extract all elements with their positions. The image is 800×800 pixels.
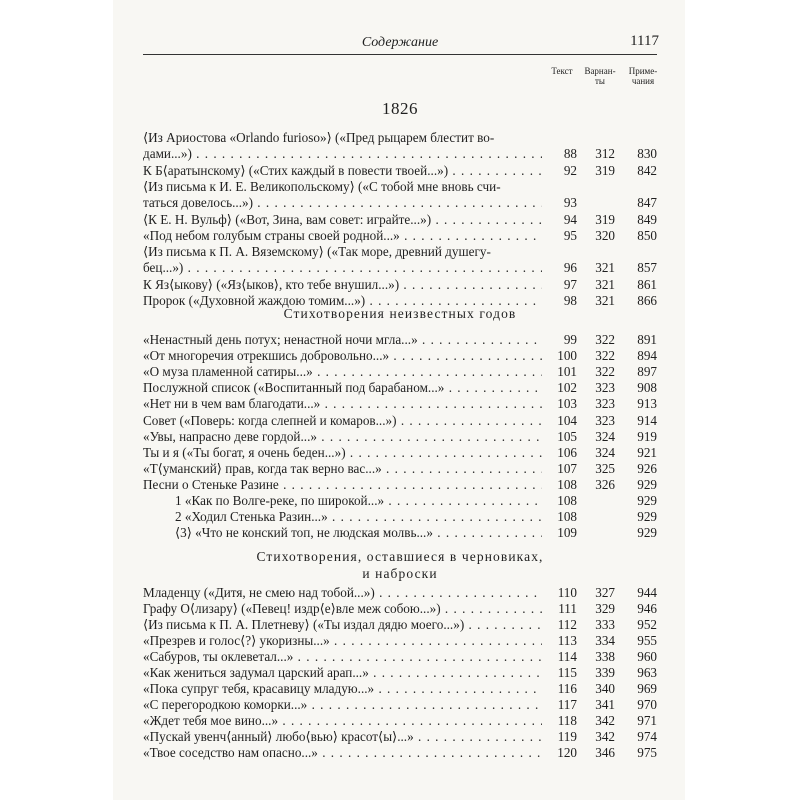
toc-page-variants: 319 <box>595 211 615 227</box>
toc-page-notes: 971 <box>637 713 657 728</box>
toc-entry-title: «Как жениться задумал царский арап...» . . . <box>143 665 542 681</box>
toc-page-variants: 323 <box>595 412 615 428</box>
toc-page-variants: 342 <box>595 713 615 728</box>
toc-page-notes: 861 <box>637 276 657 292</box>
toc-page-text: 119 <box>557 729 577 744</box>
toc-page-variants: 322 <box>595 332 615 347</box>
toc-page-variants: 320 <box>595 227 615 243</box>
toc-page-notes: 970 <box>637 697 657 712</box>
toc-page-text: 107 <box>557 460 577 476</box>
toc-page-notes: 842 <box>637 162 657 178</box>
toc-page-variants: 340 <box>595 681 615 696</box>
toc-page-notes: 908 <box>637 380 657 396</box>
toc-page-text: 102 <box>557 380 577 396</box>
toc-page-text: 110 <box>557 585 577 600</box>
toc-page-variants: 321 <box>595 276 615 292</box>
toc-entry-title: «Под небом голубым страны своей родной...» . . . <box>143 228 542 244</box>
toc-page-text: 120 <box>557 745 577 760</box>
toc-page-text: 95 <box>563 227 577 243</box>
toc-entry-title: таться довелось...») . . . <box>143 195 542 211</box>
toc-page-notes: 929 <box>637 476 657 492</box>
toc-entry-title: К Б⟨аратынскому⟩ («Стих каждый в повести твоей...») . . . <box>143 163 542 179</box>
toc-entry-title: ⟨3⟩ «Что не конский топ, не людская молвь...» . . . <box>143 525 542 541</box>
toc-entry-title: ⟨Из письма к И. Е. Великопольскому⟩ («С тобой мне вновь счи- <box>143 178 501 194</box>
toc-entry-title: «Нет ни в чем вам благодати...» . . . <box>143 396 542 412</box>
toc-page-variants: 312 <box>595 146 615 162</box>
toc-entry-title: «Сабуров, ты оклеветал...» . . . <box>143 649 542 665</box>
toc-entry-title: «Презрев и голос⟨?⟩ укоризны...» . . . <box>143 633 542 649</box>
page-number: 1117 <box>630 33 659 49</box>
running-header <box>143 33 657 55</box>
toc-page-variants: 322 <box>595 364 615 380</box>
toc-page-notes: 857 <box>637 260 657 276</box>
toc-page-notes: 946 <box>637 601 657 616</box>
toc-page-notes: 830 <box>637 146 657 162</box>
toc-page-text: 106 <box>557 444 577 460</box>
toc-page-text: 108 <box>557 509 577 525</box>
column-header-text: Текст <box>551 66 573 76</box>
toc-page-text: 99 <box>563 332 577 347</box>
toc-page-variants: 334 <box>595 633 615 648</box>
toc-page-variants: 341 <box>595 697 615 712</box>
header-title: Содержание <box>361 35 439 50</box>
column-header-notes: Приме- чания <box>628 66 658 86</box>
toc-page-notes: 921 <box>637 444 657 460</box>
toc-page-text: 97 <box>563 276 577 292</box>
toc-page-variants: 342 <box>595 729 615 744</box>
toc-page-notes: 955 <box>637 633 657 648</box>
toc-page-variants: 319 <box>595 162 615 178</box>
toc-page-variants: 339 <box>595 665 615 680</box>
toc-page-variants: 324 <box>595 428 615 444</box>
toc-page-notes: 952 <box>637 617 657 632</box>
toc-page-text: 103 <box>557 396 577 412</box>
toc-page-text: 116 <box>557 681 577 696</box>
toc-entry-title: «Ненастный день потух; ненастной ночи мгла...» . . . <box>143 332 542 348</box>
toc-page-text: 101 <box>557 364 577 380</box>
toc-page-text: 88 <box>563 146 577 162</box>
header-rule <box>143 54 657 55</box>
toc-page-text: 112 <box>557 617 577 632</box>
toc-page-notes: 919 <box>637 428 657 444</box>
toc-entry-title: «С перегородкою коморки...» . . . <box>143 697 542 713</box>
toc-page-variants: 321 <box>595 293 615 308</box>
toc-page-notes: 850 <box>637 227 657 243</box>
section-heading-drafts: Стихотворения, оставшиеся в черновиках, и наброски <box>256 549 544 581</box>
toc-entry-title: бец...») . . . <box>143 260 542 276</box>
toc-page-text: 113 <box>557 633 577 648</box>
toc-page-variants: 323 <box>595 396 615 412</box>
toc-page-text: 109 <box>557 525 577 541</box>
toc-entry-title: ⟨Из письма к П. А. Плетневу⟩ («Ты издал дядю моего...») . . . <box>143 617 542 633</box>
toc-entry-title: 1 «Как по Волге-реке, по широкой...» . . . <box>143 493 542 509</box>
toc-entry-title: Послужной список («Воспитанный под барабаном...» . . . <box>143 380 542 396</box>
toc-page-variants: 329 <box>595 601 615 616</box>
toc-page-text: 96 <box>563 260 577 276</box>
toc-page-notes: 866 <box>637 293 657 308</box>
toc-page-variants: 323 <box>595 380 615 396</box>
toc-page-notes: 914 <box>637 412 657 428</box>
toc-page-notes: 894 <box>637 348 657 364</box>
toc-page-text: 108 <box>557 476 577 492</box>
toc-entry-title: ⟨Из Ариостова «Orlando furioso»⟩ («Пред рыцарем блестит во- <box>143 130 495 145</box>
toc-entry-title: «Ждет тебя мое вино...» . . . <box>143 713 542 729</box>
toc-entry-title: «О муза пламенной сатиры...» . . . <box>143 364 542 380</box>
toc-page-notes: 969 <box>637 681 657 696</box>
year-heading: 1826 <box>382 99 418 118</box>
section-heading-unknown-years: Стихотворения неизвестных годов <box>283 306 517 321</box>
toc-page-variants: 338 <box>595 649 615 664</box>
toc-page-variants: 326 <box>595 476 615 492</box>
toc-page-notes: 929 <box>637 509 657 525</box>
toc-page-text: 98 <box>563 293 577 308</box>
toc-page-notes: 929 <box>637 493 657 508</box>
toc-page-text: 111 <box>558 601 577 616</box>
toc-page-notes: 929 <box>637 525 657 541</box>
toc-entry-title: ⟨Из письма к П. А. Вяземскому⟩ («Так море, древний душегу- <box>143 244 491 260</box>
toc-page-variants: 325 <box>595 460 615 476</box>
toc-page-notes: 891 <box>637 332 657 347</box>
toc-page-text: 117 <box>557 697 577 712</box>
toc-entry-title: К Яз⟨ыкову⟩ («Яз⟨ыков⟩, кто тебе внушил...») . . . <box>143 277 542 293</box>
toc-entry-title: 2 «Ходил Стенька Разин...» . . . <box>143 509 542 525</box>
toc-entry-title: «Пока супруг тебя, красавицу младую...» . . . <box>143 681 542 697</box>
toc-page-text: 104 <box>557 412 577 428</box>
toc-page-variants: 327 <box>595 585 615 600</box>
toc-entry-title: «Т⟨уманский⟩ прав, когда так верно вас...» . . . <box>143 461 542 477</box>
toc-entry-title: Песни о Стеньке Разине . . . <box>143 477 542 493</box>
toc-page-text: 115 <box>557 665 577 680</box>
toc-entry-title: дами...») . . . <box>143 146 542 162</box>
toc-entry-title: Графу О⟨лизару⟩ («Певец! издр⟨е⟩вле меж собою...») . . . <box>143 601 542 617</box>
toc-page-notes: 963 <box>637 665 657 680</box>
toc-page-text: 114 <box>557 649 577 664</box>
toc-page-notes: 975 <box>637 745 657 760</box>
toc-page-text: 105 <box>557 428 577 444</box>
toc-entry-title: «Твое соседство нам опасно...» . . . <box>143 745 542 761</box>
toc-entry-title: Ты и я («Ты богат, я очень беден...») . . . <box>143 445 542 461</box>
toc-page-notes: 960 <box>637 649 657 664</box>
toc-page-variants: 322 <box>595 348 615 364</box>
toc-page-text: 94 <box>563 211 577 227</box>
toc-page-text: 93 <box>563 195 577 211</box>
toc-page-notes: 847 <box>637 195 657 211</box>
toc-entry-title: Пророк («Духовной жаждою томим...») . . . <box>143 293 542 309</box>
toc-entry-title: «Пускай увенч⟨анный⟩ любо⟨вью⟩ красот⟨ы⟩...» . . . <box>143 729 542 745</box>
toc-page-text: 118 <box>557 713 577 728</box>
toc-page-variants: 321 <box>595 260 615 276</box>
column-header-variants: Варнан- ты <box>584 66 616 86</box>
toc-entry-title: ⟨К Е. Н. Вульф⟩ («Вот, Зина, вам совет: играйте...») . . . <box>143 212 542 228</box>
toc-page-notes: 974 <box>637 729 657 744</box>
book-page <box>113 0 685 800</box>
toc-page-notes: 849 <box>637 211 657 227</box>
toc-page-notes: 944 <box>637 585 657 600</box>
toc-entry-title: «Увы, напрасно деве гордой...» . . . <box>143 429 542 445</box>
toc-page-notes: 897 <box>637 364 657 380</box>
toc-page-text: 100 <box>557 348 577 364</box>
toc-page-notes: 913 <box>637 396 657 412</box>
toc-page-variants: 324 <box>595 444 615 460</box>
toc-page-variants: 346 <box>595 745 615 760</box>
toc-page-notes: 926 <box>637 460 657 476</box>
toc-page-variants: 333 <box>595 617 615 632</box>
toc-page-text: 108 <box>557 493 577 508</box>
toc-entry-title: «От многоречия отрекшись добровольно...» . . . <box>143 348 542 364</box>
toc-page-text: 92 <box>563 162 577 178</box>
toc-entry-title: Совет («Поверь: когда слепней и комаров...») . . . <box>143 413 542 429</box>
toc-entry-title: Младенцу («Дитя, не смею над тобой...») . . . <box>143 585 542 601</box>
